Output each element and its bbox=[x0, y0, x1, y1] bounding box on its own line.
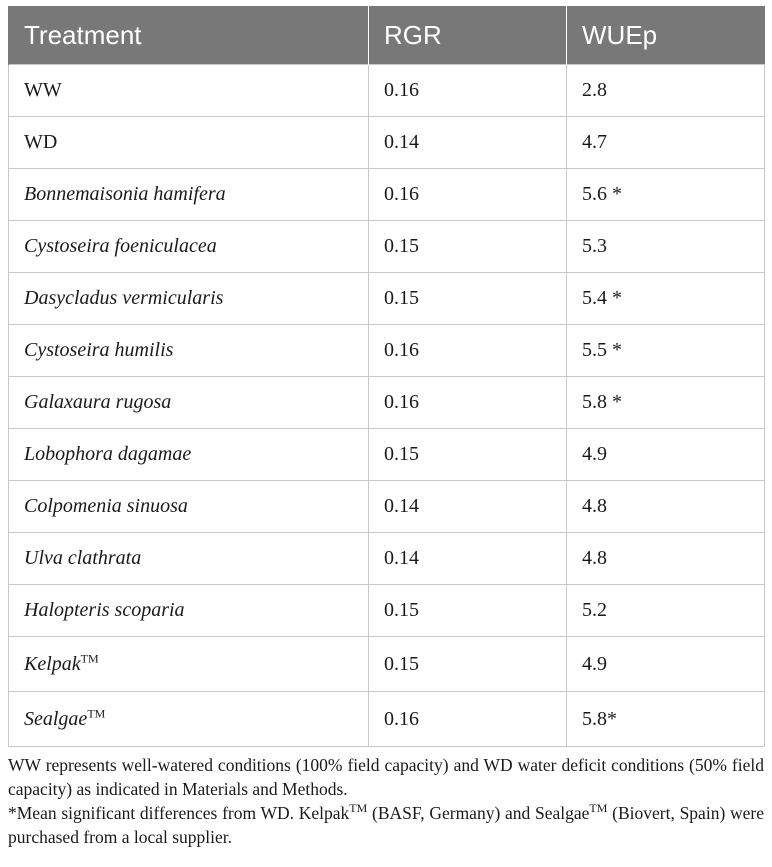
table-row bbox=[9, 533, 765, 585]
trademark-sup: TM bbox=[87, 705, 106, 720]
table-row bbox=[9, 169, 765, 221]
header-row bbox=[9, 6, 765, 65]
cell-treatment bbox=[9, 117, 369, 169]
table-row bbox=[9, 325, 765, 377]
cell-wuep: 4.8 bbox=[567, 481, 765, 533]
cell-rgr: 0.15 bbox=[369, 429, 567, 481]
table-row bbox=[9, 273, 765, 325]
cell-wuep: 5.8 * bbox=[567, 377, 765, 429]
header-wuep: WUEp bbox=[567, 6, 765, 65]
treatment-name: Sealgae bbox=[24, 707, 88, 730]
table-row bbox=[9, 377, 765, 429]
cell-treatment bbox=[9, 481, 369, 533]
footnote-text-c: (Biovert, Spain) were purchased from a local supplier. bbox=[8, 803, 764, 847]
table-row bbox=[9, 585, 765, 637]
trademark-sup: TM bbox=[589, 801, 608, 816]
footnote-text-b: (BASF, Germany) and Sealgae bbox=[367, 803, 590, 823]
treatment-name: Colpomenia sinuosa bbox=[24, 495, 188, 517]
cell-rgr: 0.16 bbox=[369, 169, 567, 221]
cell-wuep: 4.9 bbox=[567, 637, 765, 692]
cell-treatment bbox=[9, 65, 369, 117]
treatment-name: Dasycladus vermicularis bbox=[24, 287, 224, 309]
cell-treatment bbox=[9, 221, 369, 273]
cell-wuep: 2.8 bbox=[567, 65, 765, 117]
table-container bbox=[8, 6, 764, 849]
cell-treatment bbox=[9, 169, 369, 221]
cell-treatment bbox=[9, 533, 369, 585]
cell-treatment bbox=[9, 325, 369, 377]
treatment-name: WD bbox=[24, 131, 58, 153]
table-row bbox=[9, 65, 765, 117]
table-row bbox=[9, 429, 765, 481]
cell-rgr: 0.14 bbox=[369, 117, 567, 169]
trademark-sup: TM bbox=[349, 801, 368, 816]
table-body bbox=[9, 65, 765, 747]
trademark-sup: TM bbox=[80, 650, 99, 665]
table-footnotes bbox=[8, 753, 764, 849]
cell-wuep: 5.4 * bbox=[567, 273, 765, 325]
cell-wuep: 5.3 bbox=[567, 221, 765, 273]
table-row bbox=[9, 481, 765, 533]
cell-wuep: 5.5 * bbox=[567, 325, 765, 377]
cell-rgr: 0.15 bbox=[369, 637, 567, 692]
cell-treatment bbox=[9, 273, 369, 325]
table-header bbox=[9, 6, 765, 65]
cell-rgr: 0.16 bbox=[369, 377, 567, 429]
cell-treatment bbox=[9, 637, 369, 692]
cell-wuep: 5.2 bbox=[567, 585, 765, 637]
cell-treatment bbox=[9, 585, 369, 637]
cell-wuep: 5.8* bbox=[567, 692, 765, 747]
cell-rgr: 0.15 bbox=[369, 221, 567, 273]
cell-wuep: 4.9 bbox=[567, 429, 765, 481]
footnote-abbreviations: WW represents well-watered conditions (100% field capacity) and WD water deficit conditions (50% field capacity) as indicated in Materials and Methods. bbox=[8, 755, 764, 799]
cell-wuep: 4.8 bbox=[567, 533, 765, 585]
header-rgr: RGR bbox=[369, 6, 567, 65]
cell-wuep: 4.7 bbox=[567, 117, 765, 169]
cell-rgr: 0.14 bbox=[369, 533, 567, 585]
cell-rgr: 0.16 bbox=[369, 65, 567, 117]
treatment-name: Galaxaura rugosa bbox=[24, 391, 172, 413]
table-row bbox=[9, 221, 765, 273]
results-table bbox=[8, 6, 765, 747]
treatment-name: Bonnemaisonia hamifera bbox=[24, 183, 226, 205]
treatment-name: Cystoseira foeniculacea bbox=[24, 235, 217, 257]
treatment-name: Halopteris scoparia bbox=[24, 599, 185, 621]
cell-rgr: 0.15 bbox=[369, 585, 567, 637]
cell-treatment bbox=[9, 692, 369, 747]
cell-treatment bbox=[9, 429, 369, 481]
header-treatment: Treatment bbox=[9, 6, 369, 65]
cell-treatment bbox=[9, 377, 369, 429]
treatment-name: Cystoseira humilis bbox=[24, 339, 174, 361]
footnote-significance bbox=[8, 801, 764, 849]
treatment-name: Lobophora dagamae bbox=[24, 443, 192, 465]
table-row bbox=[9, 692, 765, 747]
treatment-name: Ulva clathrata bbox=[24, 547, 142, 569]
footnote-text-a: *Mean significant differences from WD. Kelpak bbox=[8, 803, 350, 823]
table-row bbox=[9, 637, 765, 692]
cell-rgr: 0.14 bbox=[369, 481, 567, 533]
treatment-name: WW bbox=[24, 79, 62, 101]
cell-rgr: 0.16 bbox=[369, 325, 567, 377]
cell-rgr: 0.15 bbox=[369, 273, 567, 325]
treatment-name: Kelpak bbox=[24, 652, 81, 675]
table-row bbox=[9, 117, 765, 169]
cell-rgr: 0.16 bbox=[369, 692, 567, 747]
cell-wuep: 5.6 * bbox=[567, 169, 765, 221]
